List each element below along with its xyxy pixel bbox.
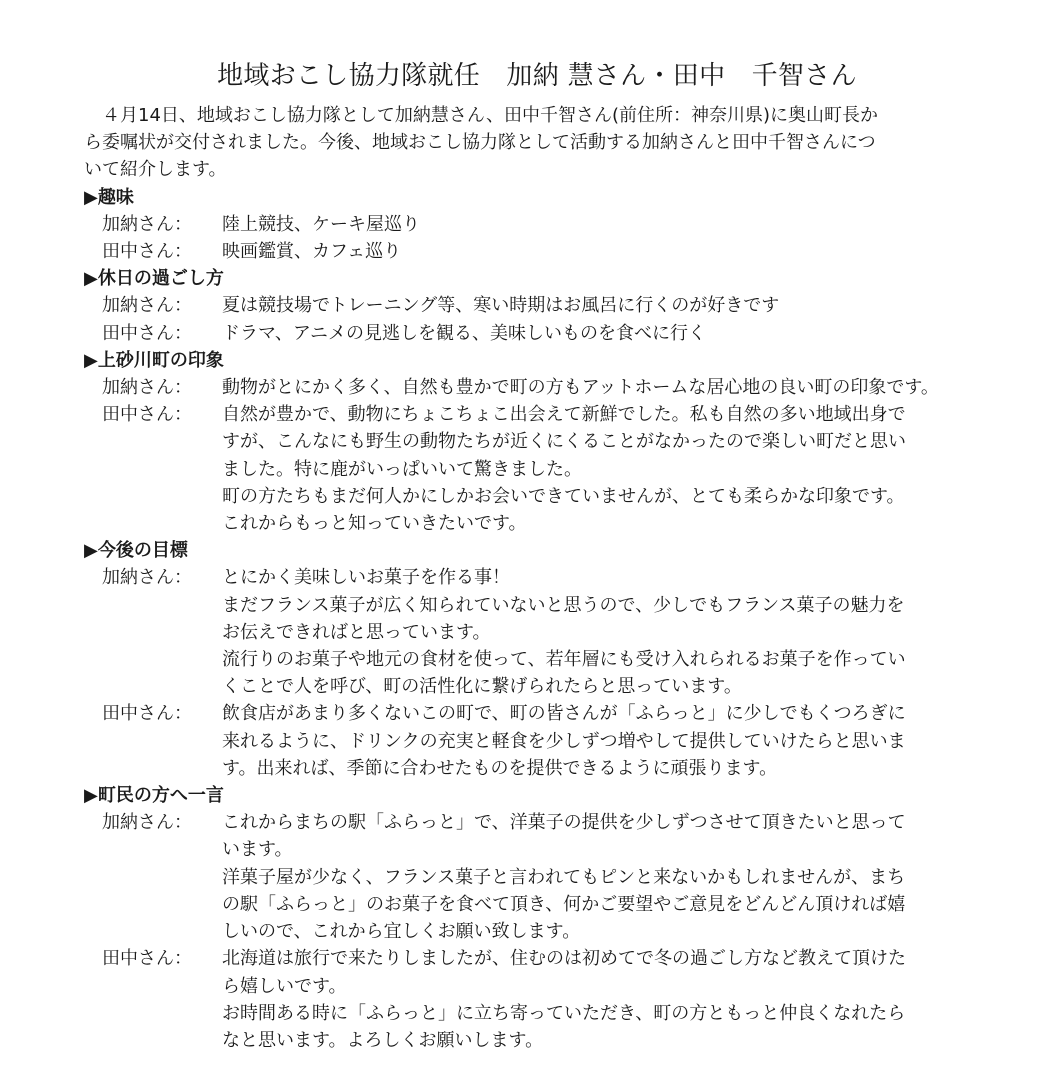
- entry-tanaka: [84, 401, 984, 537]
- entry-text: 夏は競技場でトレーニング等、寒い時期はお風呂に行くのが好きです: [222, 295, 780, 317]
- section-heading: ▶趣味: [84, 186, 134, 208]
- entry-text: 陸上競技、ケーキ屋巡り: [222, 213, 420, 235]
- entry-kano: [84, 374, 984, 401]
- entry-text: 自然が豊かで、動物にちょこちょこ出会えて新鮮でした。私も自然の多い地域出身で すが、こんなにも野生の動物たちが近くにくることがなかったので楽しい町だと思い ました。特に鹿がいっぱいいて驚きました。 町の方たちもまだ何人かにしかお会いできていませんが、とても柔らかな印象です。 これからもっと知っていきたいです。: [222, 404, 906, 535]
- entry-tanaka: [84, 700, 984, 782]
- person-name: 田中さん：: [102, 948, 192, 970]
- section-message: [84, 782, 984, 1054]
- entry-tanaka: [84, 320, 984, 347]
- entry-text: 北海道は旅行で来たりしましたが、住むのは初めてで冬の過ごし方など教えて頂けた ら嬉しいです。 お時間ある時に「ふらっと」に立ち寄っていただき、町の方ともっと仲良くなれたら なと思います。よろしくお願いします。: [222, 948, 906, 1051]
- entry-text: 映画鑑賞、カフェ巡り: [222, 241, 402, 263]
- entry-kano: [84, 292, 984, 319]
- person-name: 加納さん：: [102, 377, 192, 399]
- entry-kano: [84, 564, 984, 700]
- entry-text: これからまちの駅「ふらっと」で、洋菓子の提供を少しずつさせて頂きたいと思って います。 洋菓子屋が少なく、フランス菓子と言われてもピンと来ないかもしれませんが、まち の駅「ふらっと」のお菓子を食べて頂き、何かご要望やご意見をどんどん頂ければ嬉 しいので、これから宜しくお願い致します。: [222, 812, 906, 943]
- section-heading: ▶町民の方へ一言: [84, 785, 224, 807]
- entry-tanaka: [84, 238, 984, 265]
- entry-kano: [84, 211, 984, 238]
- section-goals: [84, 537, 984, 782]
- person-name: 田中さん：: [102, 322, 192, 344]
- person-name: 加納さん：: [102, 295, 192, 317]
- intro-paragraph: ４月14日、地域おこし協力隊として加納慧さん、田中千智さん(前住所：神奈川県)に奥山町長か ら委嘱状が交付されました。今後、地域おこし協力隊として活動する加納さんと田中千智さんにつ いて紹介します。: [84, 105, 879, 181]
- entry-tanaka: [84, 945, 984, 1054]
- entry-text: 飲食店があまり多くないこの町で、町の皆さんが「ふらっと」に少しでもくつろぎに 来れるように、ドリンクの充実と軽食を少しずつ増やして提供していけたらと思いま す。出来れば、季節に合わせたものを提供できるように頑張ります。: [222, 703, 906, 779]
- section-heading: ▶上砂川町の印象: [84, 349, 224, 371]
- section-impression: [84, 347, 984, 537]
- entry-text: ドラマ、アニメの見逃しを観る、美味しいものを食べに行く: [222, 322, 707, 344]
- person-name: 田中さん：: [102, 241, 192, 263]
- person-name: 加納さん：: [102, 213, 192, 235]
- section-holiday: [84, 265, 984, 347]
- person-name: 加納さん：: [102, 567, 192, 589]
- article-title: 地域おこし協力隊就任 加納 慧さん・田中 千智さん: [217, 61, 857, 91]
- person-name: 田中さん：: [102, 703, 192, 725]
- entry-text: とにかく美味しいお菓子を作る事！ まだフランス菓子が広く知られていないと思うので、少しでもフランス菓子の魅力を お伝えできればと思っています。 流行りのお菓子や地元の食材を使って、若年層にも受け入れられるお菓子を作ってい くことで人を呼び、町の活性化に繋げられたらと思っています。: [222, 567, 906, 698]
- article: [84, 56, 984, 1054]
- entry-kano: [84, 809, 984, 945]
- entry-text: 動物がとにかく多く、自然も豊かで町の方もアットホームな居心地の良い町の印象です。: [222, 377, 939, 399]
- person-name: 加納さん：: [102, 812, 192, 834]
- section-heading: ▶休日の過ごし方: [84, 268, 224, 290]
- section-heading: ▶今後の目標: [84, 540, 188, 562]
- person-name: 田中さん：: [102, 404, 192, 426]
- section-hobby: [84, 184, 984, 266]
